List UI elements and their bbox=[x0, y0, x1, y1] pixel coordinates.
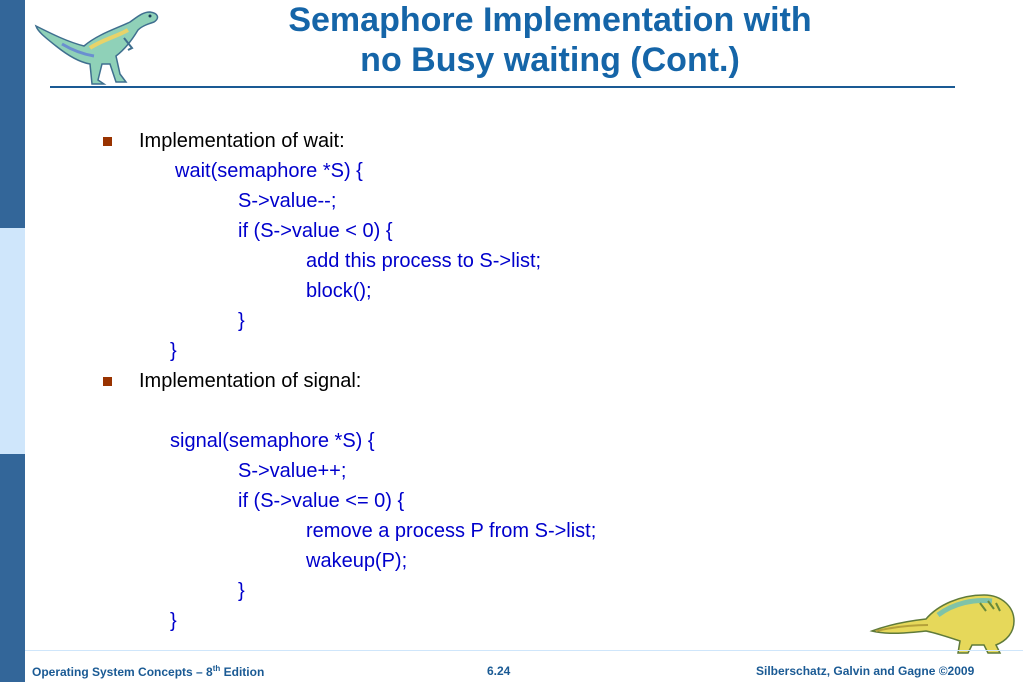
dinosaur-icon bbox=[32, 4, 162, 86]
footer-page-number: 6.24 bbox=[487, 664, 511, 678]
code-line: wakeup(P); bbox=[306, 550, 408, 572]
left-sidebar bbox=[0, 0, 25, 682]
footer-book-title bbox=[32, 664, 264, 679]
title-divider bbox=[50, 86, 955, 88]
sidebar-segment-middle bbox=[0, 228, 25, 454]
slide-title-line2: no Busy waiting (Cont.) bbox=[360, 41, 740, 79]
code-line: signal(semaphore *S) { bbox=[170, 430, 375, 452]
dinosaur-icon bbox=[868, 585, 1018, 655]
code-line: if (S->value < 0) { bbox=[238, 220, 393, 242]
code-line: } bbox=[170, 610, 177, 632]
footer-book-prefix: Operating System Concepts – 8 bbox=[32, 665, 213, 679]
footer-book-sup: th bbox=[212, 664, 221, 673]
code-line: } bbox=[238, 310, 245, 332]
bullet-signal-label: Implementation of signal: bbox=[139, 370, 362, 392]
code-line: } bbox=[238, 580, 245, 602]
code-line: if (S->value <= 0) { bbox=[238, 490, 405, 512]
bullet-wait-label: Implementation of wait: bbox=[139, 130, 345, 152]
code-line: add this process to S->list; bbox=[306, 250, 542, 272]
code-line: S->value++; bbox=[238, 460, 347, 482]
sidebar-segment-top bbox=[0, 0, 25, 228]
sidebar-segment-bottom bbox=[0, 454, 25, 682]
slide-title bbox=[170, 0, 930, 80]
footer-divider bbox=[25, 650, 1023, 651]
code-line: block(); bbox=[306, 280, 372, 302]
footer-book-suffix: Edition bbox=[220, 665, 265, 679]
bullet-marker bbox=[103, 137, 112, 146]
code-line: S->value--; bbox=[238, 190, 337, 212]
slide-title-line1: Semaphore Implementation with bbox=[288, 1, 812, 39]
bullet-marker bbox=[103, 377, 112, 386]
code-line: remove a process P from S->list; bbox=[306, 520, 597, 542]
code-line: wait(semaphore *S) { bbox=[175, 160, 363, 182]
code-line: } bbox=[170, 340, 177, 362]
footer-copyright: Silberschatz, Galvin and Gagne ©2009 bbox=[756, 664, 975, 678]
